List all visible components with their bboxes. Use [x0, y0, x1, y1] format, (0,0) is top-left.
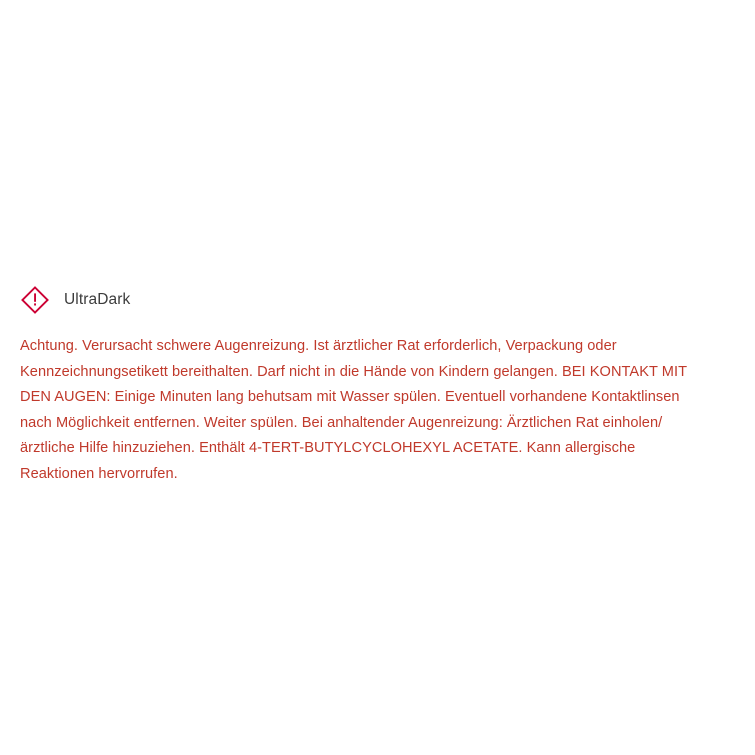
- hazard-information-block: [20, 283, 720, 502]
- ghs07-exclamation-mark-icon: [20, 285, 50, 315]
- hazard-warning-text: Achtung. Verursacht schwere Augenreizung. Ist ärztlicher Rat erforderlich, Verpackung oder Kennzeichnungsetikett bereithalten. Darf nicht in die Hände von Kindern gelangen. BEI KONTAKT MIT DEN AUGEN: Einige Minuten lang behutsam mit Wasser spülen. Eventuell vorhandene Kontaktlinsen nach Möglichkeit entfernen. Weiter spülen. Bei anhaltender Augenreizung: Ärztlichen Rat einholen/ärztliche Hilfe hinzuziehen. Enthält 4-TERT-BUTYLCYCLOHEXYL ACETATE. Kann allergische Reaktionen hervorrufen.: [20, 338, 687, 482]
- product-name: UltraDark: [64, 291, 131, 309]
- hazard-header: [20, 283, 720, 317]
